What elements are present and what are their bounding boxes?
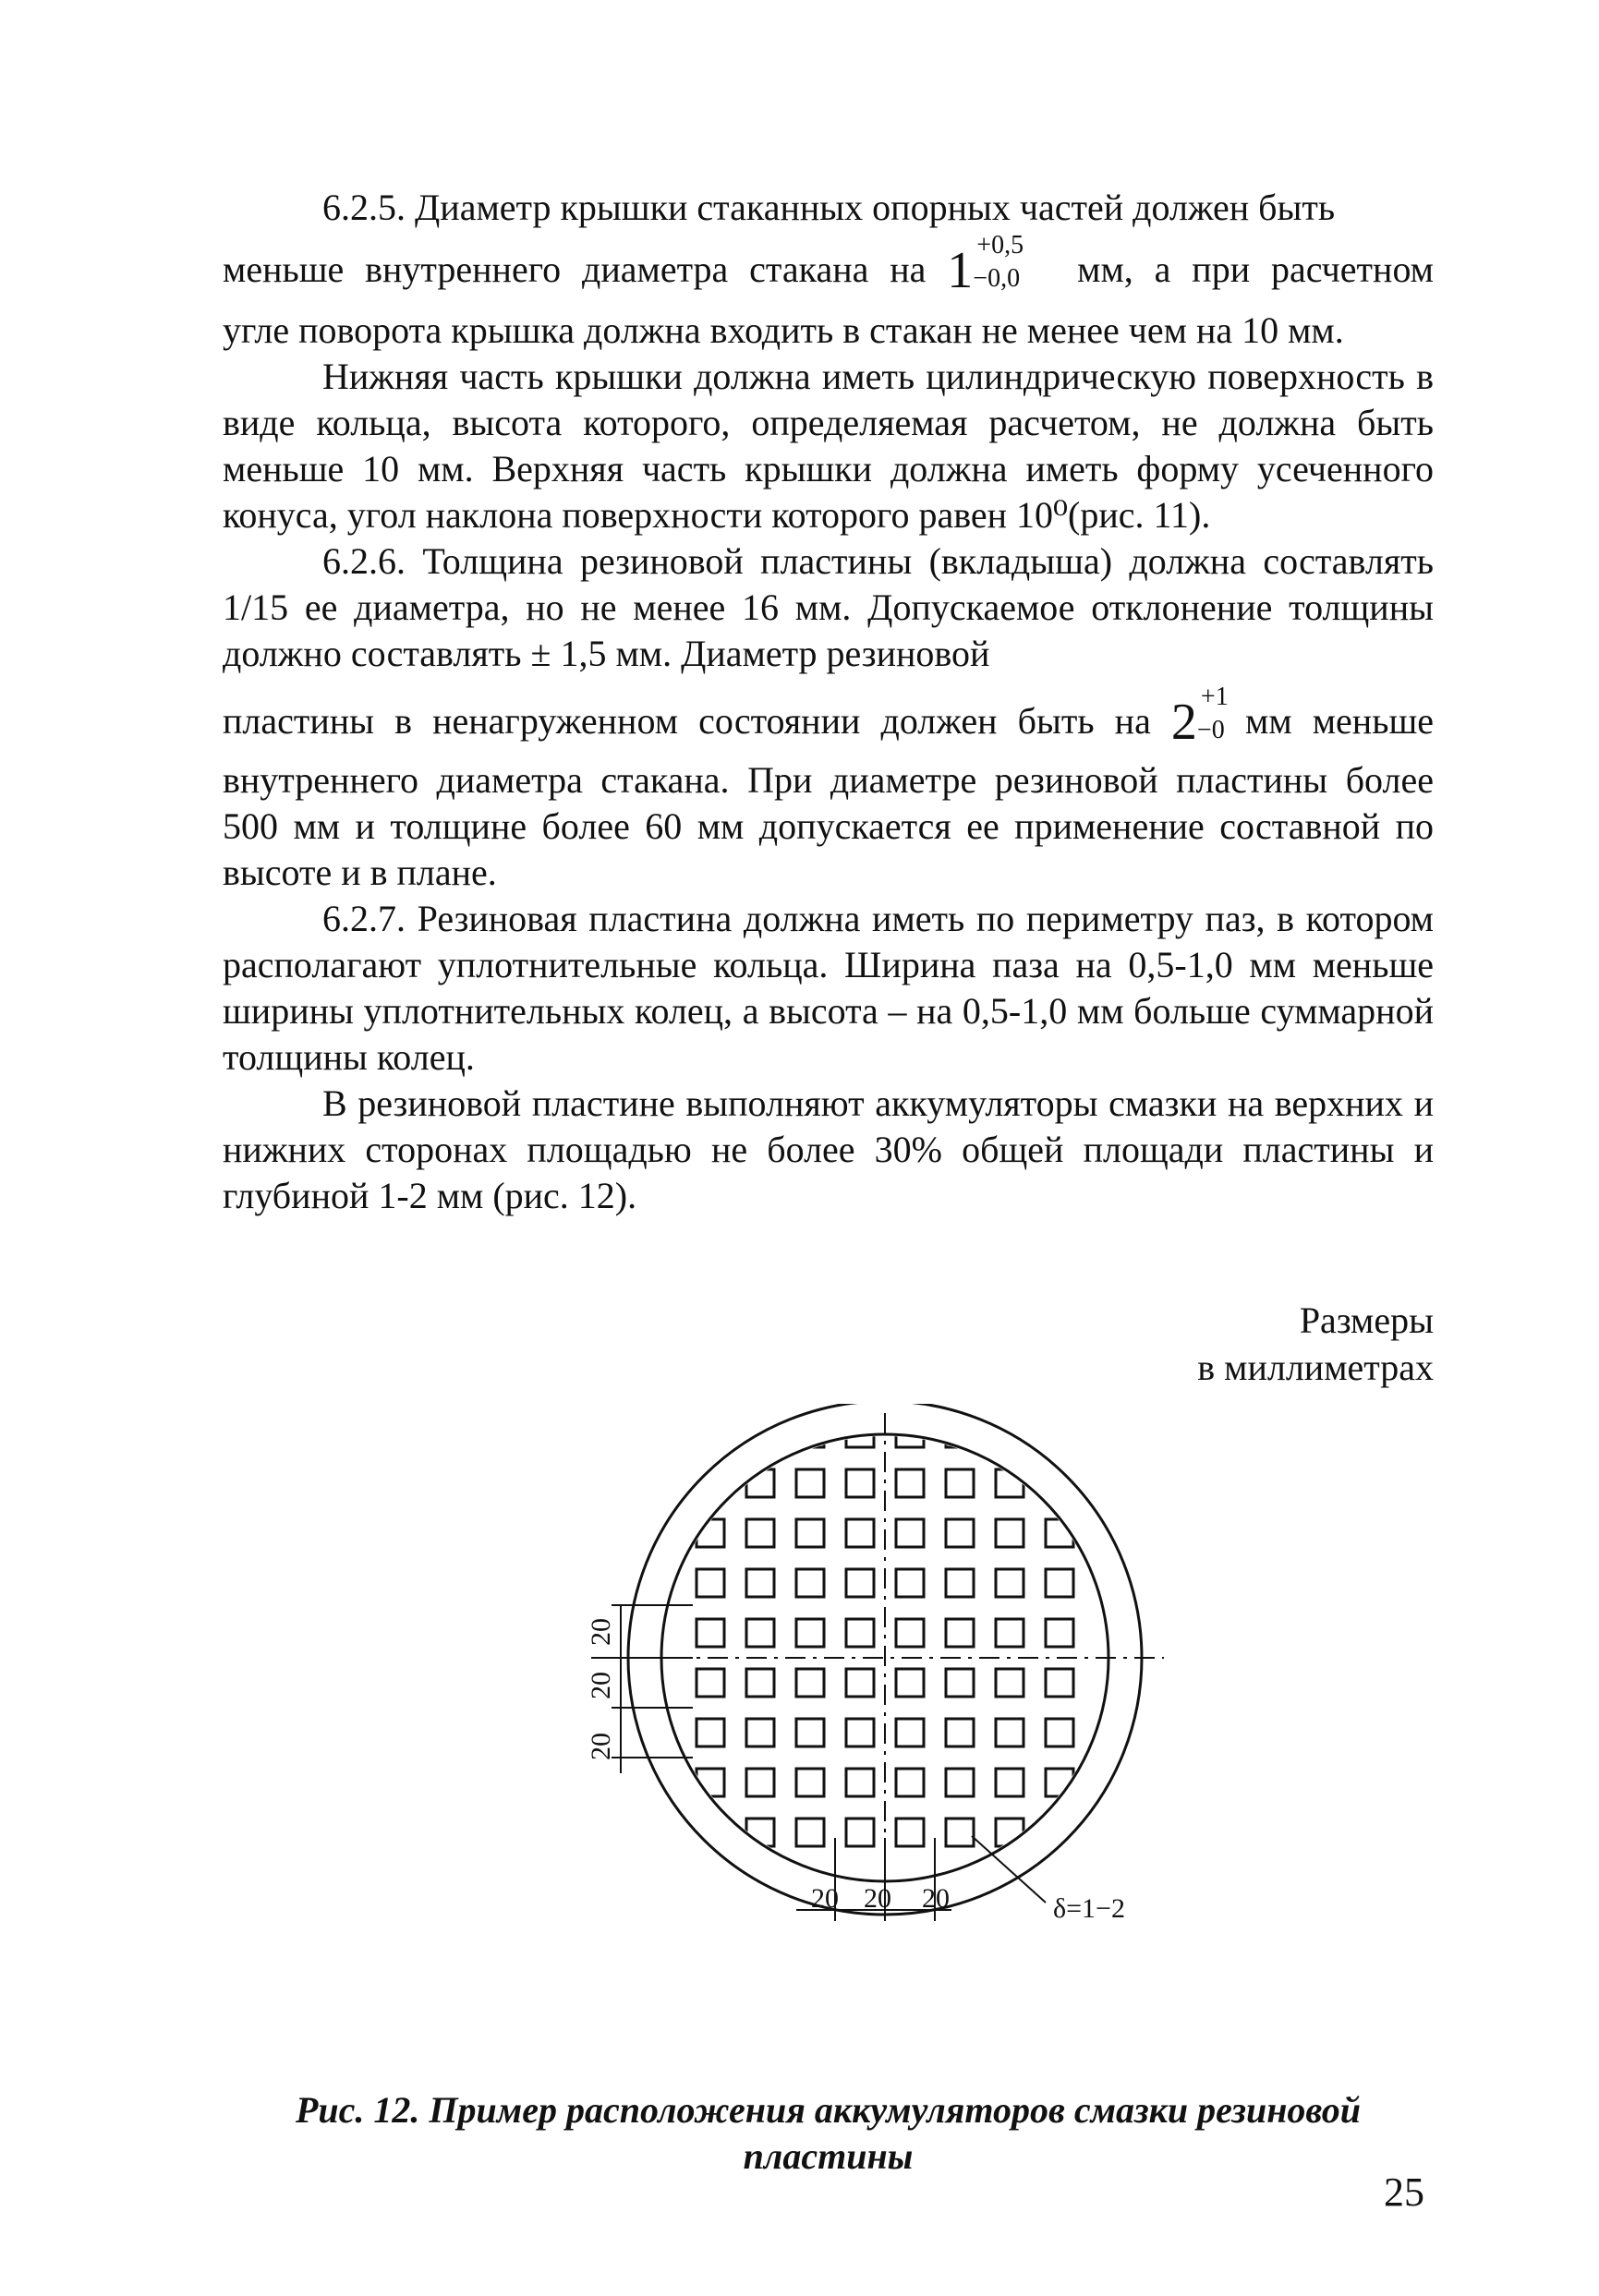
pocket-square	[746, 1569, 774, 1597]
pocket-square	[846, 1769, 874, 1796]
pocket-square	[746, 1669, 774, 1697]
pocket-square	[946, 1769, 974, 1796]
rubber-plate-figure	[554, 1404, 1164, 2069]
pocket-square	[1046, 1669, 1073, 1697]
pocket-square	[996, 1719, 1024, 1746]
tolerance-lower: −0,0	[973, 264, 1021, 293]
text-block	[223, 185, 1434, 1219]
pocket-square	[846, 1569, 874, 1597]
pocket-square	[996, 1669, 1024, 1697]
text-fragment: мм меньше	[1245, 700, 1434, 742]
pocket-square	[697, 1619, 724, 1647]
pocket-square	[896, 1669, 924, 1697]
caption-line1: Рис. 12. Пример расположения аккумуляторов смазки резиновой	[296, 2089, 1361, 2131]
paragraph-6-2-5-line3: угле поворота крышка должна входить в стакан не менее чем на 10 мм.	[223, 309, 1344, 351]
pocket-square	[846, 1519, 874, 1547]
pocket-square	[946, 1819, 974, 1846]
page-number: 25	[1384, 2169, 1424, 2215]
text-fragment: пластины в ненагруженном состоянии должен быть на	[223, 700, 1151, 742]
paragraph-6-2-5-continued: Нижняя часть крышки должна иметь цилиндрическую поверхность в виде кольца, высота которого, определяемая расчетом, не должна быть меньше 10 мм. Верхняя часть крышки должна иметь форму усеченного конуса, угол наклона поверхности которого равен 10⁰(рис. 11).	[223, 356, 1434, 536]
paragraph-6-2-6-continued: внутреннего диаметра стакана. При диаметре резиновой пластины более 500 мм и толщине более 60 мм допускается ее применение составной по высоте и в плане.	[223, 759, 1434, 893]
pocket-square	[946, 1469, 974, 1497]
figure-caption	[223, 2087, 1434, 2180]
pocket-square	[796, 1819, 824, 1846]
pocket-square	[746, 1719, 774, 1746]
tolerance-value: 2 +1 −0	[1170, 683, 1229, 751]
depth-leader-line	[972, 1836, 1046, 1903]
pocket-square	[796, 1669, 824, 1697]
pocket-square	[946, 1519, 974, 1547]
depth-label: δ=1−2	[1053, 1893, 1125, 1924]
text-fragment: меньше внутреннего диаметра стакана на	[223, 248, 927, 290]
pocket-square	[896, 1569, 924, 1597]
pocket-square	[846, 1469, 874, 1497]
pocket-square	[996, 1619, 1024, 1647]
pocket-square	[996, 1569, 1024, 1597]
pocket-square	[796, 1619, 824, 1647]
pocket-square	[996, 1519, 1024, 1547]
pocket-square	[896, 1519, 924, 1547]
pocket-square	[846, 1420, 874, 1447]
tolerance-upper: +1	[1200, 683, 1229, 711]
pocket-square	[896, 1769, 924, 1796]
dim-y-3: 20	[586, 1733, 616, 1760]
pocket-square	[946, 1619, 974, 1647]
plate-drawing	[591, 1404, 1164, 1921]
dim-x-1: 20	[811, 1883, 839, 1914]
units-line1: Размеры	[1299, 1299, 1434, 1341]
tolerance-value: 1 +0,5 −0,0	[947, 231, 1024, 299]
units-line2: в миллиметрах	[1197, 1347, 1434, 1388]
tolerance-lower: −0	[1196, 716, 1225, 744]
pocket-square	[697, 1569, 724, 1597]
pocket-square	[746, 1769, 774, 1796]
pocket-square	[1046, 1569, 1073, 1597]
pocket-square	[896, 1719, 924, 1746]
pocket-square	[846, 1819, 874, 1846]
text-fragment: мм, а при расчетном	[1077, 248, 1434, 290]
dim-x-3: 20	[922, 1883, 950, 1914]
units-note	[1197, 1297, 1434, 1391]
pocket-square	[846, 1669, 874, 1697]
dim-y-2: 20	[586, 1672, 616, 1699]
pocket-square	[697, 1719, 724, 1746]
pocket-square	[946, 1719, 974, 1746]
pocket-square	[896, 1469, 924, 1497]
paragraph-6-2-7: 6.2.7. Резиновая пластина должна иметь по периметру паз, в котором располагают уплотнительные кольца. Ширина паза на 0,5-1,0 мм меньше ширины уплотнительных колец, а высота – на 0,5-1,0 мм больше суммарной толщины колец.	[223, 898, 1434, 1078]
pocket-square	[746, 1619, 774, 1647]
caption-line2: пластины	[743, 2135, 914, 2177]
pocket-square	[996, 1769, 1024, 1796]
pocket-square	[796, 1719, 824, 1746]
pocket-square	[896, 1619, 924, 1647]
paragraph-6-2-5-line1: 6.2.5. Диаметр крышки стаканных опорных частей должен быть	[322, 187, 1336, 228]
pocket-square	[796, 1769, 824, 1796]
dim-x-2: 20	[864, 1883, 891, 1914]
paragraph-6-2-5-line2	[223, 231, 1434, 299]
pocket-square	[796, 1519, 824, 1547]
paragraph-6-2-7-continued: В резиновой пластине выполняют аккумуляторы смазки на верхних и нижних сторонах площадью не более 30% общей площади пластины и глубиной 1-2 мм (рис. 12).	[223, 1082, 1434, 1216]
dimension-labels	[586, 1618, 1125, 1924]
pocket-square	[796, 1469, 824, 1497]
paragraph-6-2-6-tolerance-line	[223, 683, 1434, 751]
pocket-square	[896, 1819, 924, 1846]
pocket-square	[746, 1519, 774, 1547]
dim-y-1: 20	[586, 1618, 616, 1646]
pocket-square	[697, 1669, 724, 1697]
pocket-square	[796, 1569, 824, 1597]
paragraph-6-2-6: 6.2.6. Толщина резиновой пластины (вкладыша) должна составлять 1/15 ее диаметра, но не менее 16 мм. Допускаемое отклонение толщины должно составлять ± 1,5 мм. Диаметр резиновой	[223, 540, 1434, 674]
pocket-square	[946, 1569, 974, 1597]
pocket-square	[1046, 1619, 1073, 1647]
pocket-square	[1046, 1719, 1073, 1746]
pocket-square	[946, 1669, 974, 1697]
pocket-square	[846, 1719, 874, 1746]
tolerance-upper: +0,5	[976, 231, 1024, 260]
pocket-square	[896, 1420, 924, 1447]
pocket-square	[846, 1619, 874, 1647]
